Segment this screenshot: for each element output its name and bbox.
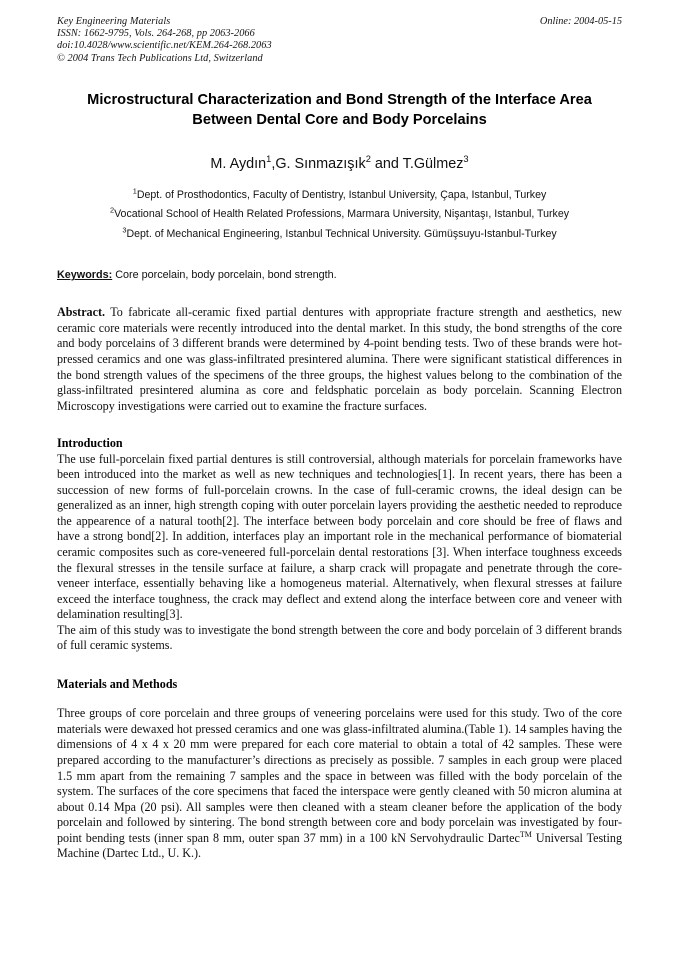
affiliation-2 xyxy=(57,205,622,225)
author-affiliation-marker-2: 2 xyxy=(365,154,371,165)
author-separator-2: and xyxy=(370,155,403,172)
issn-volume-pages: ISSN: 1662-9795, Vols. 264-268, pp 2063-2066 xyxy=(57,28,255,40)
keywords-value: Core porcelain, body porcelain, bond strength. xyxy=(112,269,337,282)
author-affiliation-marker-3: 3 xyxy=(463,154,469,165)
section-heading-materials-and-methods: Materials and Methods xyxy=(57,676,178,691)
author-separator-1: , xyxy=(271,155,276,172)
author-name-2: G. Sınmazışık xyxy=(275,155,366,172)
online-publication-date: Online: 2004-05-15 xyxy=(539,16,622,27)
affiliation-marker-3: 3 xyxy=(122,225,127,235)
author-affiliation-marker-1: 1 xyxy=(266,154,272,165)
abstract-label: Abstract. xyxy=(57,305,106,320)
materials-text-part-2: Universal Testing Machine (Dartec Ltd., U. K.). xyxy=(57,830,622,861)
affiliation-text-3: Dept. of Mechanical Engineering, Istanbul Technical University. Gümüşsuyu-Istanbul-Turkey xyxy=(126,227,557,240)
paper-title: Microstructural Characterization and Bond Strength of the Interface Area Between Dental Core and Body Porcelains xyxy=(87,91,592,128)
keywords-line xyxy=(57,268,622,283)
doi-line: doi:10.4028/www.scientific.net/KEM.264-268.2063 xyxy=(57,40,272,52)
journal-masthead xyxy=(57,16,622,65)
materials-text-part-1: Three groups of core porcelain and three groups of veneering porcelains were used for this study. Two of the core materials were dewaxed hot pressed ceramics and one was glass-infiltrated alumina.(Table 1). 14 samples having the dimensions of 4 x 4 x 20 mm were prepared for each core material to obtain a total of 42 samples. These were prepared according to the manufacturer’s directions as precisely as possible. 7 samples in each group were placed 1.5 mm apart from the remaining 7 samples and the space in between was filled with the body porcelain of the system. The surfaces of the core specimens that faced the interspace were gently cleaned with 50 micron alumina at about 0.14 Mpa (20 psi). All samples were then cleaned with a steam cleaner before the application of the body porcelain and followed by sintering. The bond strength between core and body porcelain was investigated by four-point bending tests (inner span 8 mm, outer span 37 mm) in a 100 kN Servohydraulic Dartec xyxy=(57,706,623,845)
affiliation-marker-1: 1 xyxy=(132,186,137,196)
materials-and-methods-paragraph xyxy=(57,706,622,861)
introduction-paragraph: The use full-porcelain fixed partial dentures is still controversial, although materials for porcelain frameworks have been introduced into the market as well as new techniques and technologies[1]. In recent years, there has been a succession of new forms of full-porcelain crowns. In the case of full-ceramic crowns, the ideal design can be generalized as an inner, high strength coping with outer porcelain layers providing the aesthetic needed to reproduce the appearence of a natural tooth[2]. The interface between body porcelain and core should be free of flaws and have a strong bond[2]. In addition, interfaces play an important role in the mechanical performance of biomaterial ceramic composites such as core-veneered full-porcelain dental restorations [3]. When interface toughness exceeds the flexural stresses in the tensile surface at failure, a sharp crack will propagate and penetrate through the core-veneer interface, essentially behaving like a homogeneus material. Alternatively, when flexural stresses at failure exceed the interface toughness, the crack may deflect and extend along the interface between core and veneer with delamination resulting[3]. xyxy=(57,451,622,622)
author-name-1: M. Aydın xyxy=(210,155,267,172)
abstract-text: To fabricate all-ceramic fixed partial dentures with appropriate fracture strength and aesthetics, new ceramic core materials were recently introduced into the dental market. In this study, the bond strengths of the core and body porcelains of 3 different brands were determined by 4-point bending tests. Two of these brands were hot-pressed ceramics and one was glass-infiltrated presintered alumina. There were significant statistical differences in the bond strength values of the specimens of the three groups, the highest values belong to the combination of the glass-infiltrated presintered alumina as core and feldsphatic porcelain as body porcelain. Scanning Electron Microscopy investigations were carried out to examine the fracture surfaces. xyxy=(57,305,622,413)
masthead-left-block xyxy=(57,16,622,65)
journal-name: Key Engineering Materials xyxy=(57,16,171,27)
trademark-symbol: TM xyxy=(519,829,532,839)
affiliation-3 xyxy=(57,225,622,245)
affiliation-text-1: Dept. of Prosthodontics, Faculty of Dentistry, Istanbul University, Çapa, Istanbul, Turkey xyxy=(136,188,547,201)
affiliation-text-2: Vocational School of Health Related Professions, Marmara University, Nişantaşı, Istanbul, Turkey xyxy=(114,208,570,221)
copyright-line: © 2004 Trans Tech Publications Ltd, Switzerland xyxy=(57,52,263,64)
section-heading-introduction: Introduction xyxy=(57,436,123,451)
page-content xyxy=(57,16,622,862)
author-name-3: T.Gülmez xyxy=(402,155,464,172)
keywords-label: Keywords: xyxy=(57,269,113,282)
affiliation-1 xyxy=(57,186,622,206)
affiliation-marker-2: 2 xyxy=(109,205,115,215)
author-list xyxy=(57,155,622,173)
abstract-paragraph xyxy=(57,305,622,414)
introduction-aim-paragraph: The aim of this study was to investigate the bond strength between the core and body porcelain of 3 different brands of full ceramic systems. xyxy=(57,622,622,653)
affiliation-list xyxy=(57,186,622,245)
